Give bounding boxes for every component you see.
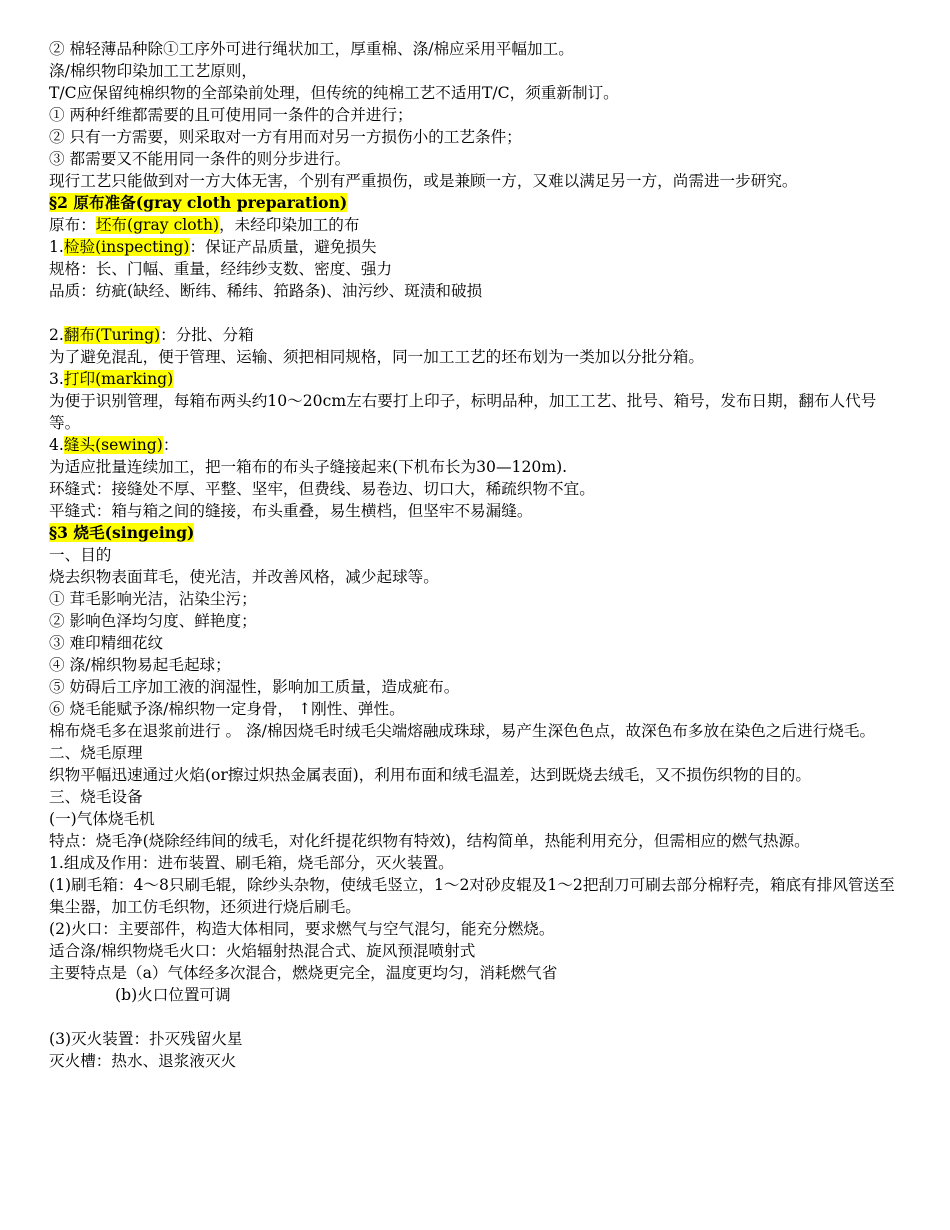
highlight-term-marking: 打印(marking) [63, 370, 174, 388]
text-line: 现行工艺只能做到对一方大体无害，个别有严重损伤，或是兼顾一方，又难以满足另一方，尚需进一步研究。 [49, 172, 798, 190]
sewing-item [49, 434, 904, 456]
text-line: ④ 涤/棉织物易起毛起球； [49, 656, 231, 674]
item-number: 1. [49, 238, 64, 256]
document-body [49, 38, 904, 1072]
text-line: 灭火槽：热水、退浆液灭火 [49, 1052, 237, 1070]
text-line: ① 两种纤维都需要的且可使用同一条件的合并进行； [49, 106, 413, 124]
inspecting-item [49, 236, 904, 258]
text-line: 二、烧毛原理 [49, 744, 143, 762]
text-line: 主要特点是（a）气体经多次混合，燃烧更完全，温度更均匀，消耗燃气省 [49, 964, 558, 982]
text-span: ：分批、分箱 [160, 326, 254, 344]
text-line: (2)火口：主要部件，构造大体相同，要求燃气与空气混匀，能充分燃烧。 [49, 920, 555, 938]
text-line: ② 棉轻薄品种除①工序外可进行绳状加工，厚重棉、涤/棉应采用平幅加工。 [49, 40, 574, 58]
blank-line [49, 1006, 904, 1028]
highlight-term-inspecting: 检验(inspecting) [63, 238, 190, 256]
text-line: ⑤ 妨碍后工序加工液的润湿性，影响加工质量，造成疵布。 [49, 678, 460, 696]
text-line: 环缝式：接缝处不厚、平整、坚牢，但费线、易卷边、切口大，稀疏织物不宜。 [49, 480, 595, 498]
gray-cloth-definition [49, 214, 904, 236]
item-number: 4. [49, 436, 64, 454]
blank-line [49, 302, 904, 324]
text-line: (3)灭火装置：扑灭残留火星 [49, 1030, 243, 1048]
section-3-heading-text: §3 烧毛(singeing) [49, 523, 195, 542]
text-line: 规格：长、门幅、重量，经纬纱支数、密度、强力 [49, 260, 393, 278]
text-line: 为适应批量连续加工，把一箱布的布头子缝接起来(下机布长为30—120m). [49, 458, 568, 476]
text-line: 棉布烧毛多在退浆前进行 。 涤/棉因烧毛时绒毛尖端熔融成珠球，易产生深色色点，故深色布多放在染色之后进行烧毛。 [49, 722, 876, 740]
text-line: 1.组成及作用：进布装置、刷毛箱，烧毛部分，灭火装置。 [49, 854, 454, 872]
item-number: 2. [49, 326, 64, 344]
text-line: ③ 难印精细花纹 [49, 634, 164, 652]
text-span: ： [162, 436, 179, 454]
highlight-term-turing: 翻布(Turing) [63, 326, 161, 344]
text-line-indented: (b)火口位置可调 [115, 986, 231, 1004]
text-line: (一)气体烧毛机 [49, 810, 155, 828]
text-line: ② 只有一方需要，则采取对一方有用而对另一方损伤小的工艺条件； [49, 128, 522, 146]
text-line: ② 影响色泽均匀度、鲜艳度； [49, 612, 257, 630]
highlight-term-gray-cloth: 坯布(gray cloth) [95, 216, 220, 234]
text-line: 平缝式：箱与箱之间的缝接，布头重叠，易生横档，但坚牢不易漏缝。 [49, 502, 533, 520]
item-number: 3. [49, 370, 64, 388]
text-span: ，未经印染加工的布 [219, 216, 360, 234]
text-line: T/C应保留纯棉织物的全部染前处理，但传统的纯棉工艺不适用T/C，须重新制订。 [49, 84, 619, 102]
section-2-heading [49, 192, 904, 214]
text-line: 特点：烧毛净(烧除经纬间的绒毛，对化纤提花织物有特效)，结构简单，热能利用充分，但需相应的燃气热源。 [49, 832, 810, 850]
text-line: ⑥ 烧毛能赋予涤/棉织物一定身骨， ↑刚性、弹性。 [49, 700, 405, 718]
text-line: ① 茸毛影响光洁，沾染尘污； [49, 590, 257, 608]
text-line: 一、目的 [49, 546, 112, 564]
section-2-heading-text: §2 原布准备(gray cloth preparation) [49, 193, 348, 212]
marking-item [49, 368, 904, 390]
text-line: (1)刷毛箱：4～8只刷毛辊，除纱头杂物，使绒毛竖立，1～2对砂皮辊及1～2把刮刀可刷去部分棉籽壳，箱底有排风管送至集尘器，加工仿毛织物，还须进行烧后刷毛。 [49, 876, 895, 916]
text-span: ：保证产品质量，避免损失 [189, 238, 377, 256]
text-line: 涤/棉织物印染加工工艺原则， [49, 62, 257, 80]
text-line: ③ 都需要又不能用同一条件的则分步进行。 [49, 150, 351, 168]
text-line: 烧去织物表面茸毛，使光洁，并改善风格，减少起球等。 [49, 568, 439, 586]
text-line: 为了避免混乱，便于管理、运输、须把相同规格，同一加工工艺的坯布划为一类加以分批分箱。 [49, 348, 704, 366]
text-line: 适合涤/棉织物烧毛火口：火焰辐射热混合式、旋风预混喷射式 [49, 942, 476, 960]
text-span: 原布： [49, 216, 96, 234]
highlight-term-sewing: 缝头(sewing) [63, 436, 163, 454]
section-3-heading [49, 522, 904, 544]
text-line: 三、烧毛设备 [49, 788, 143, 806]
text-line: 织物平幅迅速通过火焰(or擦过炽热金属表面)，利用布面和绒毛温差，达到既烧去绒毛，又不损伤织物的目的。 [49, 766, 811, 784]
text-line: 为便于识别管理，每箱布两头约10～20cm左右要打上印子，标明品种，加工工艺、批号、箱号，发布日期，翻布人代号等。 [49, 392, 877, 432]
text-line: 品质：纺疵(缺经、断纬、稀纬、筘路条)、油污纱、斑渍和破损 [49, 282, 483, 300]
turing-item [49, 324, 904, 346]
